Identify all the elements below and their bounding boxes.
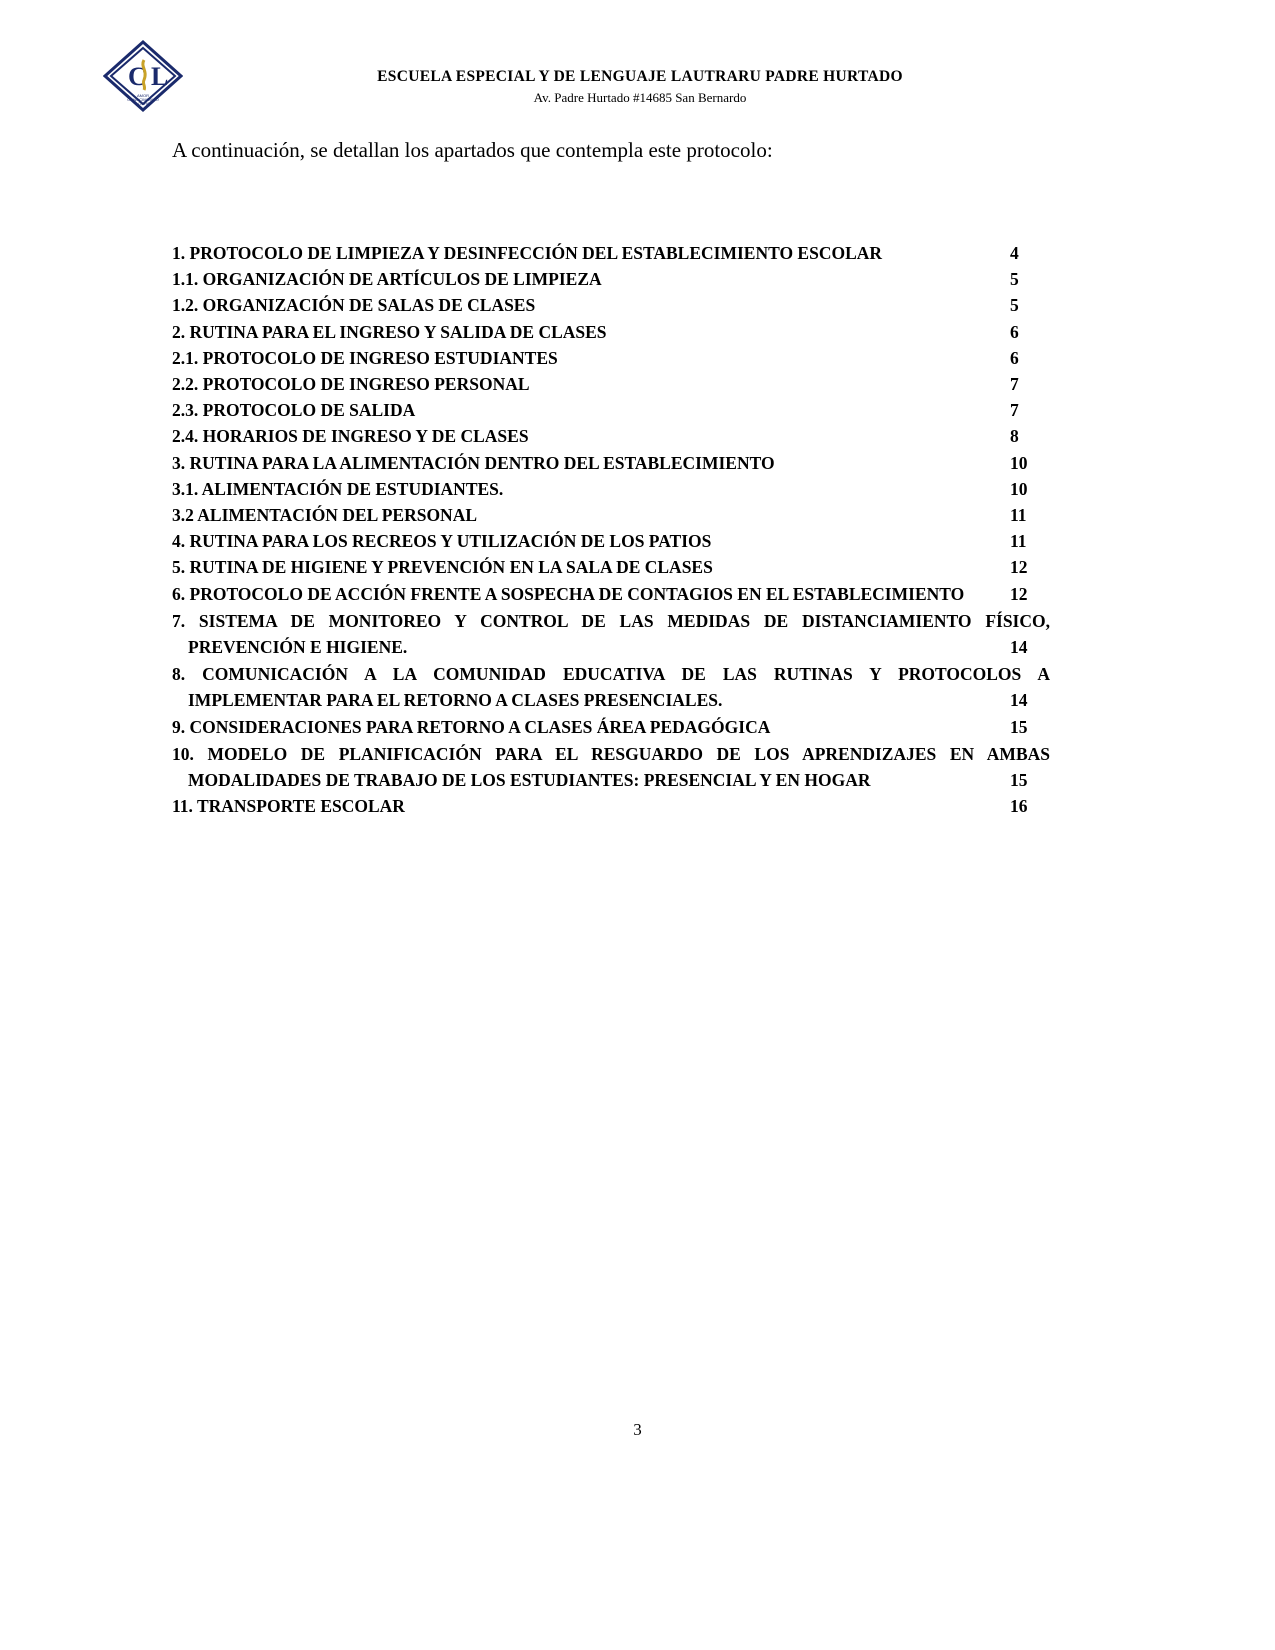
toc-entry-page: 8	[1010, 426, 1019, 447]
svg-text:AMOR: AMOR	[137, 93, 149, 98]
toc-entry-label: 7. SISTEMA DE MONITOREO Y CONTROL DE LAS MEDIDAS DE DISTANCIAMIENTO FÍSICO,	[172, 610, 1050, 631]
toc-entry-page: 12	[1010, 557, 1028, 578]
toc-entry-page: 5	[1010, 269, 1019, 290]
toc-entry-page: 15	[1010, 770, 1028, 791]
table-of-contents	[172, 240, 1050, 819]
toc-entry[interactable]	[172, 581, 1050, 607]
toc-entry-page: 14	[1010, 637, 1028, 658]
header-text-block	[240, 68, 1040, 106]
svg-text:LOGRO: LOGRO	[135, 101, 151, 106]
toc-entry-page: 7	[1010, 374, 1019, 395]
toc-entry[interactable]	[172, 502, 1050, 528]
toc-entry[interactable]	[172, 423, 1050, 449]
toc-entry-label: 3.1. ALIMENTACIÓN DE ESTUDIANTES.	[172, 478, 504, 499]
toc-entry-label: 2.3. PROTOCOLO DE SALIDA	[172, 400, 416, 421]
toc-entry[interactable]	[172, 608, 1050, 660]
footer-page-number: 3	[633, 1420, 642, 1439]
toc-entry-label-cont: MODALIDADES DE TRABAJO DE LOS ESTUDIANTES: PRESENCIAL Y EN HOGAR	[188, 770, 871, 791]
toc-entry-page: 11	[1010, 505, 1027, 526]
school-address: Av. Padre Hurtado #14685 San Bernardo	[533, 90, 747, 105]
toc-entry-label: 3.2 ALIMENTACIÓN DEL PERSONAL	[172, 505, 478, 526]
toc-entry-page: 10	[1010, 452, 1028, 473]
toc-entry-page: 12	[1010, 583, 1028, 604]
toc-entry-label: 9. CONSIDERACIONES PARA RETORNO A CLASES ÁREA PEDAGÓGICA	[172, 716, 771, 737]
page-header	[0, 34, 1275, 124]
toc-entry[interactable]	[172, 450, 1050, 476]
toc-entry-page: 4	[1010, 243, 1019, 263]
toc-entry-label: 1.2. ORGANIZACIÓN DE SALAS DE CLASES	[172, 295, 536, 316]
toc-entry-page: 11	[1010, 531, 1027, 552]
toc-entry-label: 11. TRANSPORTE ESCOLAR	[172, 796, 405, 817]
toc-entry-page: 5	[1010, 295, 1019, 316]
toc-entry-page: 16	[1010, 796, 1028, 817]
toc-entry-page: 10	[1010, 478, 1028, 499]
toc-entry[interactable]	[172, 319, 1050, 345]
toc-entry[interactable]	[172, 528, 1050, 554]
school-logo-icon	[103, 40, 183, 112]
toc-entry-label: 3. RUTINA PARA LA ALIMENTACIÓN DENTRO DEL ESTABLECIMIENTO	[172, 452, 775, 473]
svg-text:L: L	[151, 62, 169, 91]
toc-entry-label-cont: IMPLEMENTAR PARA EL RETORNO A CLASES PRESENCIALES.	[188, 690, 723, 711]
toc-entry-label: 2.1. PROTOCOLO DE INGRESO ESTUDIANTES	[172, 347, 558, 368]
toc-entry-label: 5. RUTINA DE HIGIENE Y PREVENCIÓN EN LA SALA DE CLASES	[172, 557, 713, 578]
toc-entry[interactable]	[172, 476, 1050, 502]
toc-entry[interactable]	[172, 741, 1050, 793]
school-name: ESCUELA ESPECIAL Y DE LENGUAJE LAUTRARU PADRE HURTADO	[377, 68, 903, 85]
toc-entry-label: 2.4. HORARIOS DE INGRESO Y DE CLASES	[172, 426, 529, 447]
toc-entry-label: 1.1. ORGANIZACIÓN DE ARTÍCULOS DE LIMPIEZA	[172, 269, 602, 290]
toc-entry[interactable]	[172, 371, 1050, 397]
toc-entry[interactable]	[172, 266, 1050, 292]
svg-text:CONOCIMIENTO: CONOCIMIENTO	[127, 97, 159, 102]
toc-entry-label: 8. COMUNICACIÓN A LA COMUNIDAD EDUCATIVA DE LAS RUTINAS Y PROTOCOLOS A	[172, 664, 1050, 685]
toc-entry-label: 2. RUTINA PARA EL INGRESO Y SALIDA DE CLASES	[172, 321, 607, 342]
toc-entry[interactable]	[172, 397, 1050, 423]
toc-entry-label: 2.2. PROTOCOLO DE INGRESO PERSONAL	[172, 374, 530, 395]
toc-entry[interactable]	[172, 292, 1050, 318]
page-footer	[0, 1420, 1275, 1440]
intro-paragraph: A continuación, se detallan los apartados que contempla este protocolo:	[172, 138, 773, 162]
toc-entry[interactable]	[172, 240, 1050, 266]
toc-entry[interactable]	[172, 714, 1050, 740]
toc-entry-label: 6. PROTOCOLO DE ACCIÓN FRENTE A SOSPECHA DE CONTAGIOS EN EL ESTABLECIMIENTO	[172, 583, 965, 604]
toc-entry-page: 7	[1010, 400, 1019, 421]
toc-entry[interactable]	[172, 661, 1050, 713]
toc-entry-page: 6	[1010, 321, 1019, 342]
toc-entry-page: 14	[1010, 690, 1028, 711]
toc-entry-page: 15	[1010, 716, 1028, 737]
toc-entry-page: 6	[1010, 347, 1019, 368]
toc-entry[interactable]	[172, 554, 1050, 580]
toc-entry-label: 1. PROTOCOLO DE LIMPIEZA Y DESINFECCIÓN DEL ESTABLECIMIENTO ESCOLAR	[172, 243, 883, 263]
toc-entry-label: 10. MODELO DE PLANIFICACIÓN PARA EL RESGUARDO DE LOS APRENDIZAJES EN AMBAS	[172, 743, 1050, 764]
svg-text:C: C	[128, 62, 147, 91]
toc-entry[interactable]	[172, 345, 1050, 371]
toc-entry[interactable]	[172, 793, 1050, 819]
toc-entry-label-cont: PREVENCIÓN E HIGIENE.	[188, 637, 408, 658]
toc-entry-label: 4. RUTINA PARA LOS RECREOS Y UTILIZACIÓN DE LOS PATIOS	[172, 531, 712, 552]
